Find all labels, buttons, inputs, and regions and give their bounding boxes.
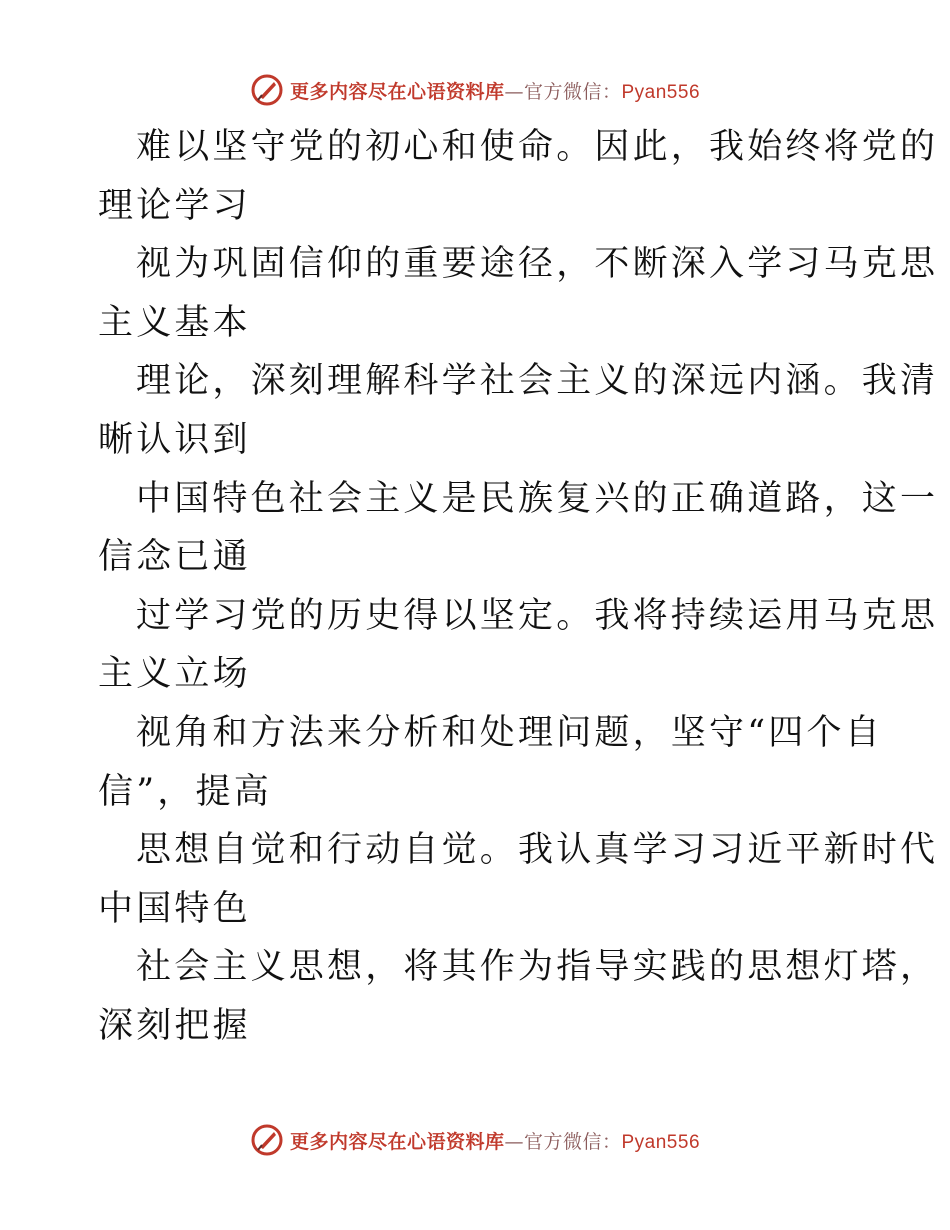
body-line: 社会主义思想，将其作为指导实践的思想灯塔， (136, 947, 939, 988)
body-line: 晰认识到 (98, 419, 251, 460)
quill-logo-icon (250, 73, 284, 107)
body-line: 视为巩固信仰的重要途径，不断深入学习马克思 (136, 244, 939, 285)
header-banner (0, 70, 950, 110)
banner-dash: — (504, 80, 524, 103)
banner-official-label: 官方微信： (523, 1130, 622, 1153)
body-line: 视角和方法来分析和处理问题，坚守“四个自 (136, 712, 883, 753)
body-line: 深刻把握 (98, 1005, 251, 1046)
body-line: 中国特色 (98, 888, 251, 929)
body-line: 思想自觉和行动自觉。我认真学习习近平新时代 (136, 830, 939, 871)
banner-prefix: 更多内容尽在心语资料库 (289, 80, 505, 103)
document-body (98, 118, 939, 1056)
footer-banner (0, 1120, 950, 1160)
banner-official-label: 官方微信： (523, 80, 622, 103)
body-line: 主义基本 (98, 302, 251, 343)
body-line: 主义立场 (98, 654, 251, 695)
body-line: 信”，提高 (98, 771, 272, 812)
banner-wechat-id: Pyan556 (621, 1131, 701, 1153)
quill-logo-icon (250, 1123, 284, 1157)
body-line: 信念已通 (98, 537, 251, 578)
banner-prefix: 更多内容尽在心语资料库 (289, 1130, 505, 1153)
body-line: 过学习党的历史得以坚定。我将持续运用马克思 (136, 595, 939, 636)
banner-text (290, 77, 700, 104)
body-line: 中国特色社会主义是民族复兴的正确道路，这一 (136, 478, 939, 519)
body-line: 理论，深刻理解科学社会主义的深远内涵。我清 (136, 361, 939, 402)
banner-text (290, 1127, 700, 1154)
banner-dash: — (504, 1130, 524, 1153)
banner-wechat-id: Pyan556 (621, 81, 701, 103)
body-line: 理论学习 (98, 185, 251, 226)
body-line: 难以坚守党的初心和使命。因此，我始终将党的 (136, 127, 939, 167)
